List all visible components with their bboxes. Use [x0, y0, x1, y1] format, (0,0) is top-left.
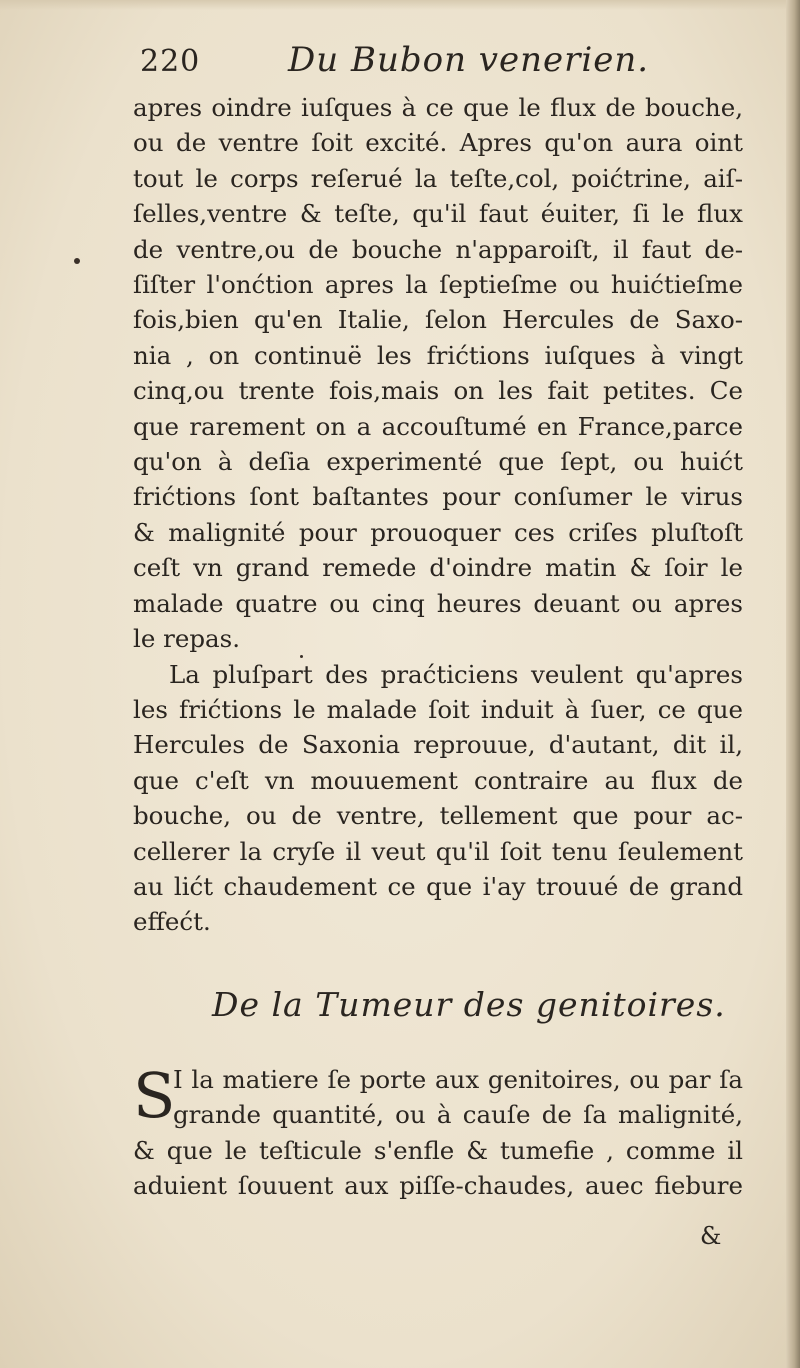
text-line: bouche, ou de ventre, tellement que pour ac- — [133, 801, 743, 831]
text-line: I la matiere ſe porte aux genitoires, ou par ſa — [173, 1065, 743, 1094]
page-number: 220 — [140, 44, 201, 79]
text-line: au lićt chaudement ce que i'ay trouué de grand — [133, 871, 743, 901]
text-line: tout le corps reſerué la teſte,col, poićtrine, aiſ- — [133, 163, 743, 193]
text-line: nia , on continuë les frićtions iuſques à vingt — [133, 340, 743, 370]
text-line: qu'on à deſia experimenté que ſept, ou huićt — [133, 447, 743, 477]
text-line: ou de ventre ſoit excité. Apres qu'on aura oint — [133, 128, 743, 158]
page-top-shadow — [0, 0, 800, 10]
text-line: les frićtions le malade ſoit induit à ſuer, ce que — [133, 694, 743, 724]
text-line: de ventre,ou de bouche n'apparoiſt, il faut de- — [133, 234, 743, 264]
ink-speck — [74, 258, 80, 264]
drop-cap: S — [133, 1059, 176, 1132]
text-line: effećt. — [133, 907, 211, 937]
text-line: & que le teſticule s'enfle & tumefie , comme il — [133, 1135, 743, 1165]
text-line: grande quantité, ou à cauſe de ſa malignité, — [173, 1100, 743, 1130]
paragraph-with-drop-cap — [133, 1059, 743, 1204]
text-line: apres oindre iuſques à ce que le flux de bouche, — [133, 93, 743, 122]
text-line: cinq,ou trente fois,mais on les fait petites. Ce — [133, 376, 743, 406]
page-header — [140, 40, 740, 90]
text-line: le repas. — [133, 624, 240, 654]
text-line: que rarement on a accouſtumé en France,parce — [133, 411, 743, 441]
text-line: frićtions ſont baſtantes pour conſumer le virus — [133, 482, 743, 512]
text-line: La pluſpart des praćticiens veulent qu'apres — [169, 659, 743, 689]
text-line: & malignité pour prouoquer ces criſes pluſtoſt — [133, 517, 743, 547]
section-heading: De la Tumeur des genitoires. — [212, 985, 726, 1024]
text-line: ceſt vn grand remede d'oindre matin & ſoir le — [133, 553, 743, 583]
text-line: ſelles,ventre & teſte, qu'il faut éuiter, ſi le flux — [133, 199, 743, 229]
running-title: Du Bubon venerien. — [288, 40, 650, 80]
text-line: cellerer la cryſe il veut qu'il ſoit tenu ſeulement — [133, 836, 743, 866]
text-line: fois,bien qu'en Italie, ſelon Hercules de Saxo- — [133, 305, 743, 335]
text-line: aduient ſouuent aux piſſe-chaudes, auec fiebure — [133, 1171, 743, 1201]
text-line: malade quatre ou cinq heures deuant ou apres — [133, 588, 743, 618]
text-line: que c'eſt vn mouuement contraire au flux de — [133, 765, 743, 795]
text-line: Hercules de Saxonia reprouue, d'autant, dit il, — [133, 730, 743, 760]
ink-speck — [300, 655, 303, 658]
page-edge — [786, 0, 800, 1368]
text-line: ſiſter l'onćtion apres la ſeptieſme ou huićtieſme — [133, 270, 743, 300]
text-block — [133, 90, 743, 940]
catchword: & — [700, 1222, 722, 1250]
